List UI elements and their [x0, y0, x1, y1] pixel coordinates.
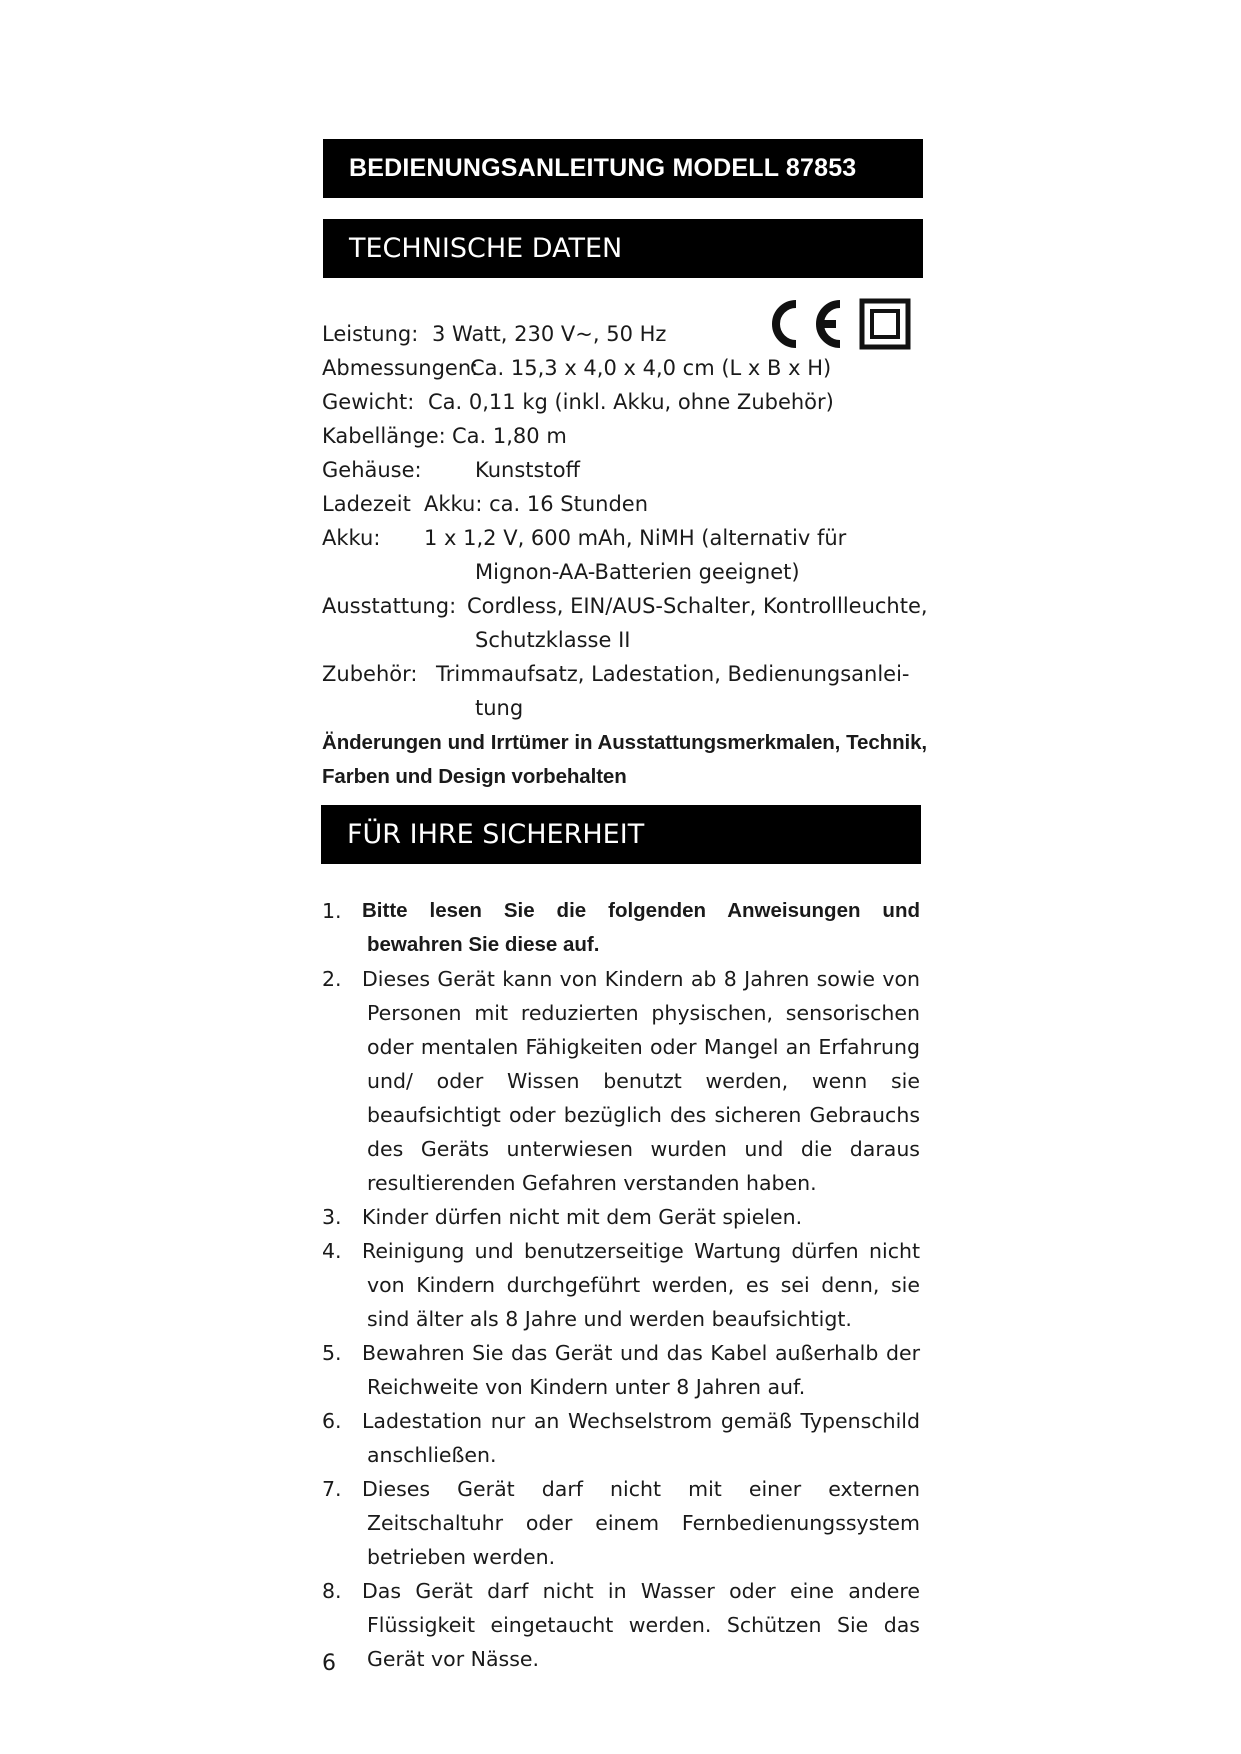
- item-number: 1.: [322, 899, 342, 923]
- list-item: [322, 1200, 920, 1234]
- item-number: 4.: [322, 1239, 342, 1263]
- page-number: 6: [322, 1651, 336, 1676]
- spec-label: Abmessungen:: [322, 356, 479, 380]
- spec-label: Gewicht:: [322, 390, 415, 414]
- spec-label: Zubehör:: [322, 662, 418, 686]
- item-text: Das Gerät darf nicht in Wasser oder eine andere Flüssigkeit eingetaucht werden. Schützen Sie das Gerät vor Nässe.: [362, 1579, 920, 1671]
- spec-label: Ausstattung:: [322, 594, 457, 618]
- spec-label: Ladezeit: [322, 492, 411, 516]
- spec-row-battery-cont: [322, 555, 932, 589]
- spec-value-continued: tung: [475, 696, 524, 720]
- spec-row-equipment: [322, 589, 932, 623]
- item-number: 7.: [322, 1477, 342, 1501]
- list-item: [322, 1336, 920, 1404]
- technical-specs: [322, 317, 932, 725]
- item-text: Reinigung und benutzerseitige Wartung dürfen nicht von Kindern durchgeführt werden, es sei denn, sie sind älter als 8 Jahre und werden beaufsichtigt.: [362, 1239, 920, 1331]
- spec-value: Ca. 15,3 x 4,0 x 4,0 cm (L x B x H): [470, 356, 832, 380]
- item-number: 6.: [322, 1409, 342, 1433]
- spec-value: Cordless, EIN/AUS-Schalter, Kontrollleuchte,: [467, 594, 928, 618]
- item-text: Kinder dürfen nicht mit dem Gerät spielen.: [362, 1205, 803, 1229]
- spec-value: Akku: ca. 16 Stunden: [424, 492, 649, 516]
- list-item: [322, 1404, 920, 1472]
- spec-row-charging-time: [322, 487, 932, 521]
- spec-value: Ca. 1,80 m: [452, 424, 567, 448]
- spec-row-housing: [322, 453, 932, 487]
- safety-instructions: [322, 894, 920, 1676]
- spec-label: Gehäuse:: [322, 458, 422, 482]
- list-item: [322, 962, 920, 1200]
- section-header-technical: [323, 219, 923, 278]
- spec-row-weight: [322, 385, 932, 419]
- spec-value: 1 x 1,2 V, 600 mAh, NiMH (alternativ für: [424, 526, 847, 550]
- spec-row-accessories-cont: [322, 691, 932, 725]
- item-number: 5.: [322, 1341, 342, 1365]
- item-text: Ladestation nur an Wechselstrom gemäß Typenschild anschließen.: [362, 1409, 920, 1467]
- spec-value: Ca. 0,11 kg (inkl. Akku, ohne Zubehör): [428, 390, 834, 414]
- disclaimer-note: Änderungen und Irrtümer in Ausstattungsmerkmalen, Technik, Farben und Design vorbehalten: [322, 731, 927, 788]
- spec-value: Trimmaufsatz, Ladestation, Bedienungsanlei-: [436, 662, 910, 686]
- item-number: 8.: [322, 1579, 342, 1603]
- spec-value: Kunststoff: [475, 458, 581, 482]
- spec-row-accessories: [322, 657, 932, 691]
- list-item: [322, 1472, 920, 1574]
- spec-row-equipment-cont: [322, 623, 932, 657]
- item-number: 2.: [322, 967, 342, 991]
- spec-row-battery: [322, 521, 932, 555]
- item-text: Bitte lesen Sie die folgenden Anweisungen und bewahren Sie diese auf.: [362, 899, 920, 956]
- spec-label: Leistung:: [322, 322, 419, 346]
- spec-label: Akku:: [322, 526, 381, 550]
- item-text: Dieses Gerät kann von Kindern ab 8 Jahren sowie von Personen mit reduzierten physischen, sensorischen oder mentalen Fähigkeiten oder Mangel an Erfahrung und/ oder Wissen benutzt werden, wenn sie beaufsichtigt oder bezüglich des sicheren Gebrauchs des Geräts unterwiesen wurden und die daraus resultierenden Gefahren verstanden haben.: [362, 967, 920, 1195]
- spec-label: Kabellänge:: [322, 424, 446, 448]
- spec-row-power: [322, 317, 932, 351]
- spec-row-cable-length: [322, 419, 932, 453]
- section-title-technical: TECHNISCHE DATEN: [349, 233, 623, 264]
- spec-value-continued: Schutzklasse II: [475, 628, 631, 652]
- spec-value: 3 Watt, 230 V~, 50 Hz: [432, 322, 667, 346]
- spec-row-dimensions: [322, 351, 932, 385]
- list-item: [322, 1234, 920, 1336]
- section-title-safety: FÜR IHRE SICHERHEIT: [347, 819, 645, 850]
- item-number: 3.: [322, 1205, 342, 1229]
- document-title-bar: [323, 139, 923, 198]
- list-item: [322, 1574, 920, 1676]
- document-title: BEDIENUNGSANLEITUNG MODELL 87853: [349, 154, 857, 182]
- spec-value-continued: Mignon-AA-Batterien geeignet): [475, 560, 800, 584]
- section-header-safety: [321, 805, 921, 864]
- list-item: [322, 894, 920, 962]
- item-text: Dieses Gerät darf nicht mit einer externen Zeitschaltuhr oder einem Fernbedienungssystem betrieben werden.: [362, 1477, 920, 1569]
- item-text: Bewahren Sie das Gerät und das Kabel außerhalb der Reichweite von Kindern unter 8 Jahren auf.: [362, 1341, 920, 1399]
